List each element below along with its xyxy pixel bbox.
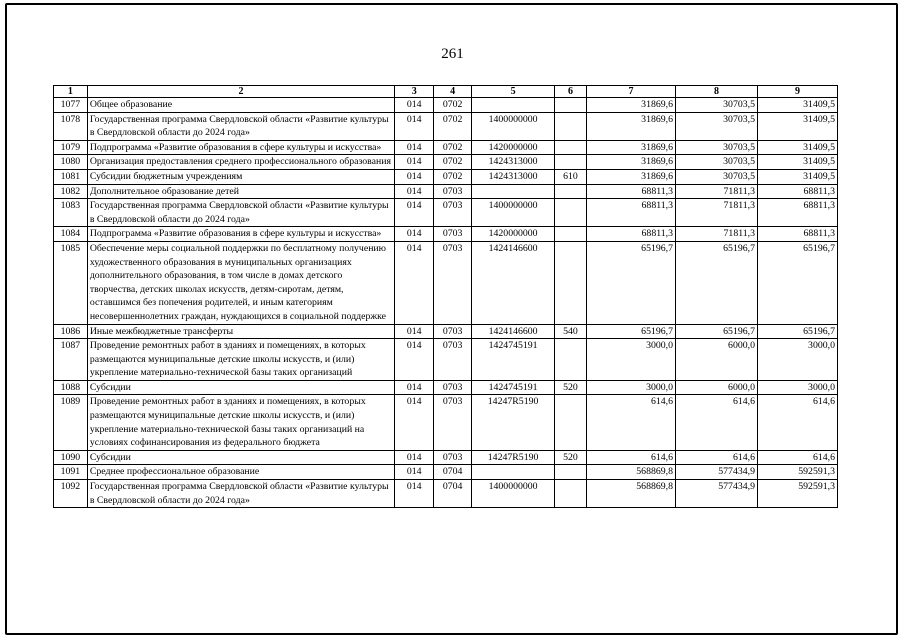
row-col-4: 0702 — [434, 140, 472, 155]
row-col-4: 0702 — [434, 98, 472, 113]
row-col-4: 0703 — [434, 241, 472, 324]
row-col-6 — [555, 199, 587, 227]
row-col-7: 3000,0 — [586, 339, 675, 381]
row-col-4: 0702 — [434, 155, 472, 170]
row-col-5: 1424146600 — [472, 324, 555, 339]
row-col-4: 0703 — [434, 380, 472, 395]
row-number: 1079 — [54, 140, 88, 155]
row-number: 1092 — [54, 480, 88, 508]
row-col-7: 31869,6 — [586, 98, 675, 113]
row-col-9: 31409,5 — [758, 98, 838, 113]
row-col-7: 31869,6 — [586, 169, 675, 184]
row-col-3: 014 — [395, 480, 434, 508]
row-col-7: 31869,6 — [586, 140, 675, 155]
row-number: 1088 — [54, 380, 88, 395]
row-col-8: 6000,0 — [676, 380, 758, 395]
row-col-9: 31409,5 — [758, 140, 838, 155]
row-name: Государственная программа Свердловской области «Развитие культуры в Свердловской области до 2024 года» — [87, 199, 394, 227]
row-col-4: 0702 — [434, 169, 472, 184]
row-col-5 — [472, 465, 555, 480]
row-col-3: 014 — [395, 199, 434, 227]
row-col-9: 31409,5 — [758, 155, 838, 170]
row-col-6 — [555, 465, 587, 480]
row-name: Государственная программа Свердловской области «Развитие культуры в Свердловской области до 2024 года» — [87, 112, 394, 140]
table-header-row — [54, 86, 838, 98]
row-col-8: 30703,5 — [676, 140, 758, 155]
table-row — [54, 450, 838, 465]
row-number: 1085 — [54, 241, 88, 324]
row-col-9: 68811,3 — [758, 184, 838, 199]
row-col-9: 592591,3 — [758, 465, 838, 480]
row-col-3: 014 — [395, 241, 434, 324]
row-col-9: 65196,7 — [758, 324, 838, 339]
table-row — [54, 227, 838, 242]
row-col-5: 1420000000 — [472, 140, 555, 155]
row-col-6 — [555, 339, 587, 381]
row-number: 1087 — [54, 339, 88, 381]
row-col-3: 014 — [395, 140, 434, 155]
row-col-8: 30703,5 — [676, 112, 758, 140]
row-col-7: 3000,0 — [586, 380, 675, 395]
table-row — [54, 324, 838, 339]
row-col-5 — [472, 98, 555, 113]
row-col-7: 68811,3 — [586, 227, 675, 242]
row-col-4: 0704 — [434, 465, 472, 480]
row-col-4: 0702 — [434, 112, 472, 140]
row-number: 1078 — [54, 112, 88, 140]
row-col-6: 520 — [555, 450, 587, 465]
row-col-9: 31409,5 — [758, 169, 838, 184]
row-col-5: 14247R5190 — [472, 395, 555, 450]
row-col-3: 014 — [395, 112, 434, 140]
row-col-8: 30703,5 — [676, 155, 758, 170]
header-col-3: 3 — [395, 86, 434, 98]
row-number: 1086 — [54, 324, 88, 339]
row-name: Субсидии бюджетным учреждениям — [87, 169, 394, 184]
row-col-5: 1424745191 — [472, 380, 555, 395]
row-col-9: 592591,3 — [758, 480, 838, 508]
header-col-4: 4 — [434, 86, 472, 98]
budget-table — [53, 85, 838, 508]
row-col-8: 30703,5 — [676, 169, 758, 184]
row-col-4: 0703 — [434, 184, 472, 199]
row-col-8: 614,6 — [676, 450, 758, 465]
row-col-3: 014 — [395, 184, 434, 199]
row-col-3: 014 — [395, 339, 434, 381]
row-col-3: 014 — [395, 465, 434, 480]
header-col-1: 1 — [54, 86, 88, 98]
row-col-8: 577434,9 — [676, 480, 758, 508]
row-number: 1080 — [54, 155, 88, 170]
row-col-9: 3000,0 — [758, 339, 838, 381]
table-row — [54, 184, 838, 199]
header-col-7: 7 — [586, 86, 675, 98]
row-name: Подпрограмма «Развитие образования в сфере культуры и искусства» — [87, 140, 394, 155]
row-col-4: 0703 — [434, 199, 472, 227]
table-body — [54, 98, 838, 508]
row-col-5: 1424313000 — [472, 155, 555, 170]
row-name: Подпрограмма «Развитие образования в сфере культуры и искусства» — [87, 227, 394, 242]
row-number: 1084 — [54, 227, 88, 242]
row-col-8: 577434,9 — [676, 465, 758, 480]
row-col-3: 014 — [395, 324, 434, 339]
table-row — [54, 395, 838, 450]
row-col-7: 614,6 — [586, 395, 675, 450]
row-col-4: 0703 — [434, 324, 472, 339]
row-name: Организация предоставления среднего профессионального образования — [87, 155, 394, 170]
row-number: 1081 — [54, 169, 88, 184]
row-col-5: 1420000000 — [472, 227, 555, 242]
row-col-3: 014 — [395, 227, 434, 242]
page-number: 261 — [441, 46, 464, 62]
row-name: Обеспечение меры социальной поддержки по бесплатному получению художественного образования в муниципальных организациях дополнительного образования, в том числе в домах детского творчества, детских школах искусств, детям-сиротам, детям, оставшимся без попечения родителей, и иным категориям несовершеннолетних граждан, нуждающихся в социальной поддержке — [87, 241, 394, 324]
row-number: 1077 — [54, 98, 88, 113]
row-col-7: 65196,7 — [586, 241, 675, 324]
table-row — [54, 169, 838, 184]
row-col-5: 1424313000 — [472, 169, 555, 184]
row-col-7: 568869,8 — [586, 465, 675, 480]
row-col-6 — [555, 112, 587, 140]
row-col-7: 68811,3 — [586, 199, 675, 227]
row-name: Проведение ремонтных работ в зданиях и помещениях, в которых размещаются муниципальные детские школы искусств, и (или) укрепление материально-технической базы таких организаций — [87, 339, 394, 381]
row-col-9: 3000,0 — [758, 380, 838, 395]
row-col-9: 68811,3 — [758, 227, 838, 242]
row-col-5: 1424146600 — [472, 241, 555, 324]
row-col-5: 1400000000 — [472, 112, 555, 140]
header-col-8: 8 — [676, 86, 758, 98]
row-name: Субсидии — [87, 450, 394, 465]
row-col-8: 6000,0 — [676, 339, 758, 381]
row-name: Государственная программа Свердловской области «Развитие культуры в Свердловской области до 2024 года» — [87, 480, 394, 508]
table-row — [54, 155, 838, 170]
row-col-8: 71811,3 — [676, 184, 758, 199]
row-col-7: 614,6 — [586, 450, 675, 465]
table-row — [54, 241, 838, 324]
row-col-6: 540 — [555, 324, 587, 339]
header-col-2: 2 — [87, 86, 394, 98]
table-row — [54, 380, 838, 395]
row-col-9: 68811,3 — [758, 199, 838, 227]
row-col-3: 014 — [395, 155, 434, 170]
row-col-7: 68811,3 — [586, 184, 675, 199]
row-col-8: 71811,3 — [676, 199, 758, 227]
row-name: Среднее профессиональное образование — [87, 465, 394, 480]
row-col-3: 014 — [395, 169, 434, 184]
row-number: 1082 — [54, 184, 88, 199]
row-col-5: 1400000000 — [472, 480, 555, 508]
row-name: Субсидии — [87, 380, 394, 395]
row-name: Проведение ремонтных работ в зданиях и помещениях, в которых размещаются муниципальные детские школы искусств, и (или) укрепление материально-технической базы таких организаций на условиях софинансирования из федерального бюджета — [87, 395, 394, 450]
row-col-5: 1400000000 — [472, 199, 555, 227]
row-col-5 — [472, 184, 555, 199]
row-col-4: 0703 — [434, 450, 472, 465]
row-col-6 — [555, 155, 587, 170]
row-col-3: 014 — [395, 98, 434, 113]
row-col-9: 65196,7 — [758, 241, 838, 324]
row-number: 1083 — [54, 199, 88, 227]
row-col-6 — [555, 98, 587, 113]
row-col-7: 568869,8 — [586, 480, 675, 508]
row-col-7: 65196,7 — [586, 324, 675, 339]
row-col-9: 614,6 — [758, 450, 838, 465]
row-col-3: 014 — [395, 395, 434, 450]
row-col-4: 0703 — [434, 339, 472, 381]
row-number: 1090 — [54, 450, 88, 465]
header-col-6: 6 — [555, 86, 587, 98]
row-col-3: 014 — [395, 450, 434, 465]
row-col-8: 65196,7 — [676, 241, 758, 324]
row-col-9: 614,6 — [758, 395, 838, 450]
row-col-6 — [555, 480, 587, 508]
row-col-6: 610 — [555, 169, 587, 184]
table-row — [54, 140, 838, 155]
row-col-6 — [555, 241, 587, 324]
table-row — [54, 112, 838, 140]
row-col-8: 614,6 — [676, 395, 758, 450]
row-col-7: 31869,6 — [586, 155, 675, 170]
row-col-6 — [555, 140, 587, 155]
table-row — [54, 339, 838, 381]
row-col-3: 014 — [395, 380, 434, 395]
row-col-4: 0703 — [434, 227, 472, 242]
row-number: 1091 — [54, 465, 88, 480]
row-col-8: 65196,7 — [676, 324, 758, 339]
row-name: Иные межбюджетные трансферты — [87, 324, 394, 339]
table-row — [54, 199, 838, 227]
row-col-4: 0704 — [434, 480, 472, 508]
row-col-5: 14247R5190 — [472, 450, 555, 465]
row-name: Общее образование — [87, 98, 394, 113]
header-col-9: 9 — [758, 86, 838, 98]
table-row — [54, 465, 838, 480]
row-col-6 — [555, 395, 587, 450]
row-number: 1089 — [54, 395, 88, 450]
table-row — [54, 480, 838, 508]
row-col-5: 1424745191 — [472, 339, 555, 381]
row-col-8: 71811,3 — [676, 227, 758, 242]
row-col-8: 30703,5 — [676, 98, 758, 113]
row-col-7: 31869,6 — [586, 112, 675, 140]
row-name: Дополнительное образование детей — [87, 184, 394, 199]
row-col-4: 0703 — [434, 395, 472, 450]
table-row — [54, 98, 838, 113]
row-col-9: 31409,5 — [758, 112, 838, 140]
header-col-5: 5 — [472, 86, 555, 98]
row-col-6 — [555, 227, 587, 242]
row-col-6: 520 — [555, 380, 587, 395]
row-col-6 — [555, 184, 587, 199]
